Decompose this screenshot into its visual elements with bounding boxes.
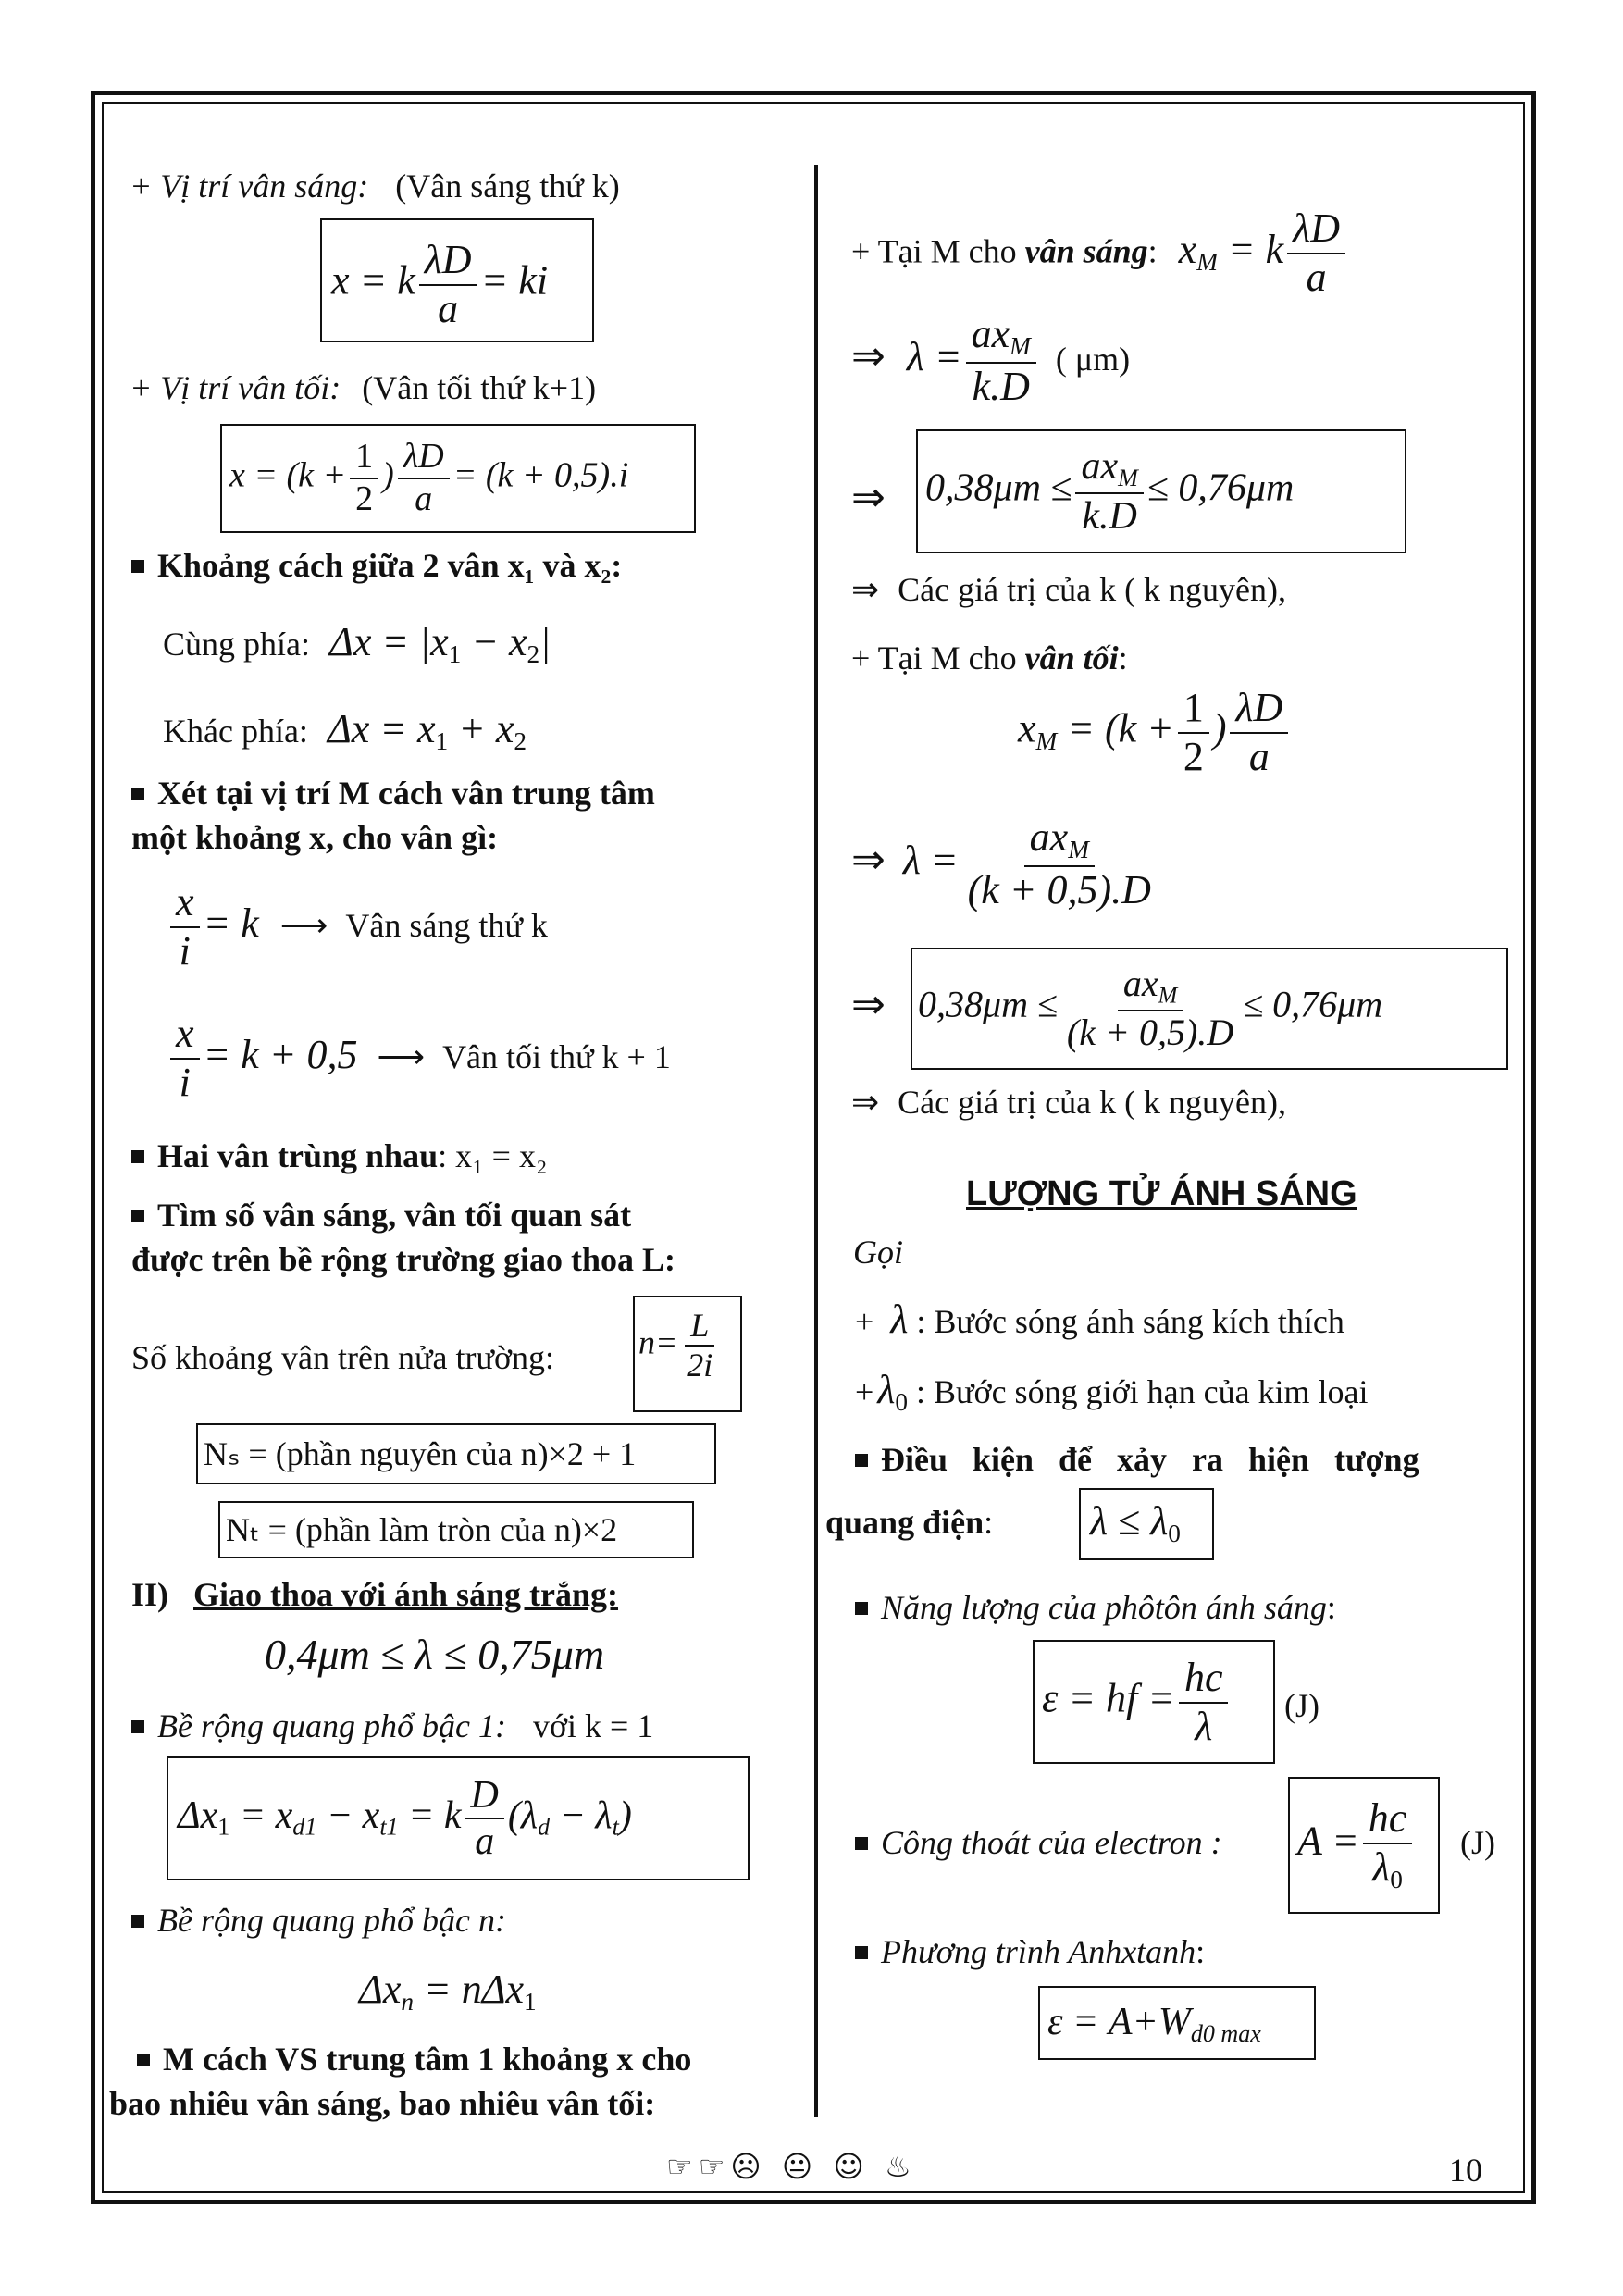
x-m-toi-formula: $x_M = (k$ + $\frac{1}{2}$ ) $\frac{\lambda D}{a}$ [1018,685,1292,780]
implies-arrow-1: ⇒ [851,475,886,520]
nang-luong-unit: (J) [1284,1687,1319,1724]
van-toi-note: (Vân tối thứ k+1) [362,369,597,406]
tai-m-sang-line: + Tại M cho vân sáng: $x_M = k$ $\frac{\lambda D}{a}$ [851,205,1349,301]
column-divider [814,165,818,2117]
cong-thoat-formula-box: A = $\frac{hc}{\lambda 0}$ [1288,1777,1440,1914]
van-toi-label: + Vị trí vân tối: [130,369,341,406]
lambda-sang-line: ⇒ λ = $\frac{ax_M}{k.D}$ ( μm) [851,311,1131,409]
be-rong-1-formula-box: $\Delta x1 = x_{d1} - x_{t1} = k$ $\frac{D}{a}$ $(\lambda_d - \lambda_t)$ [167,1756,750,1880]
khoang-cach-heading: Khoảng cách giữa 2 vân x₁ và x₂: [131,546,622,586]
be-rong-1-line: Bề rộng quang phổ bậc 1: với k = 1 [131,1706,653,1746]
so-khoang-label: Số khoảng vân trên nửa trường: [131,1339,554,1376]
hai-van-line: Hai vân trùng nhau: x₁ = x₂ [131,1136,548,1176]
lambda-toi-line: ⇒ λ = $\frac{ax_M}{(k + 0,5).D}$ [851,814,1151,912]
tim-so-heading-1: Tìm số vân sáng, vân tối quan sát [131,1196,631,1235]
van-sang-note: (Vân sáng thứ k) [395,168,620,205]
cung-phia-line: Cùng phía: Δx = |x1 − x2| [163,619,551,669]
anhxtanh-formula-box: $\varepsilon = A+W_{d0 max}$ [1038,1986,1316,2060]
xet-heading-1: Xét tại vị trí M cách vân trung tâm [131,774,655,813]
white-light-range: 0,4μm ≤ λ ≤ 0,75μm [265,1631,605,1678]
nang-luong-line: Năng lượng của phôtôn ánh sáng: [855,1588,1336,1628]
section-2-heading: II) Giao thoa với ánh sáng trắng: [131,1576,619,1613]
xet-heading-2: một khoảng x, cho vân gì: [131,819,499,856]
be-rong-n-line: Bề rộng quang phổ bậc n: [131,1901,506,1941]
m-cach-heading-2: bao nhiêu vân sáng, bao nhiêu vân tối: [109,2085,656,2122]
cac-gia-tri-toi: ⇒ Các giá trị của k ( k nguyên), [851,1084,1287,1121]
van-sang-line [130,167,620,206]
dieu-kien-heading-1: Điều kiện để xảy ra hiện tượng [855,1440,1419,1480]
n-formula-box: n= $\frac{L}{2i}$ [633,1296,742,1412]
van-sang-formula-box: x = k $\frac{\lambda D}{a}$ = ki [320,218,594,342]
nt-formula-box: Nₜ = (phần làm tròn của n)×2 [218,1501,694,1558]
tim-so-heading-2: được trên bề rộng trường giao thoa L: [131,1241,676,1278]
van-toi-k1-line: $\frac{x}{i}$ = k + 0,5 ⟶ Vân tối thứ k + 1 [167,1011,671,1106]
khac-phia-line: Khác phía: Δx = x1 + x2 [163,706,527,756]
be-rong-n-formula: $\Delta x_n = n\Delta x1$ [359,1967,537,2017]
footer-icons: ☞☞☹ 😐 ☺ ♨ [666,2149,917,2184]
tai-m-toi-line: + Tại M cho vân tối: [851,639,1128,676]
range-sang-formula-box: 0,38μm ≤ $\frac{ax_M}{k.D}$ ≤ 0,76μm [916,429,1406,553]
range-toi-formula-box: 0,38μm ≤ $\frac{ax_M}{(k + 0,5).D}$ ≤ 0,76μm [911,948,1508,1070]
dieu-kien-heading-2: quang điện: [825,1504,994,1541]
van-sang-label: + Vị trí vân sáng: [130,168,369,205]
van-toi-formula-box: x = (k + $\frac{1}{2}$ ) $\frac{\lambda D}{a}$ = (k + 0,5).i [220,424,696,533]
m-cach-heading-1: M cách VS trung tâm 1 khoảng x cho [137,2040,691,2079]
implies-arrow-2: ⇒ [851,982,886,1027]
cac-gia-tri-sang: ⇒ Các giá trị của k ( k nguyên), [851,571,1287,608]
ns-formula-box: Nₛ = (phần nguyên của n)×2 + 1 [196,1423,716,1484]
dieu-kien-formula-box: λ ≤ λ0 [1079,1488,1214,1560]
phuong-trinh-line: Phương trình Anhxtanh: [855,1932,1205,1972]
cong-thoat-unit: (J) [1460,1824,1495,1861]
section-luong-tu-title: LƯỢNG TỬ ÁNH SÁNG [966,1174,1357,1213]
nang-luong-formula-box: ε = hf = $\frac{hc}{\lambda}$ [1033,1640,1275,1764]
cong-thoat-line: Công thoát của electron : [855,1823,1222,1863]
van-toi-line [130,368,596,408]
goi-label: Gọi [853,1234,903,1271]
lambda-desc-line: + λ : Bước sóng ánh sáng kích thích [855,1297,1344,1342]
van-sang-k-line: $\frac{x}{i}$ = k ⟶ Vân sáng thứ k [167,879,548,974]
lambda0-desc-line: +λ0 : Bước sóng giới hạn của kim loại [855,1367,1369,1417]
page-number: 10 [1449,2152,1482,2189]
